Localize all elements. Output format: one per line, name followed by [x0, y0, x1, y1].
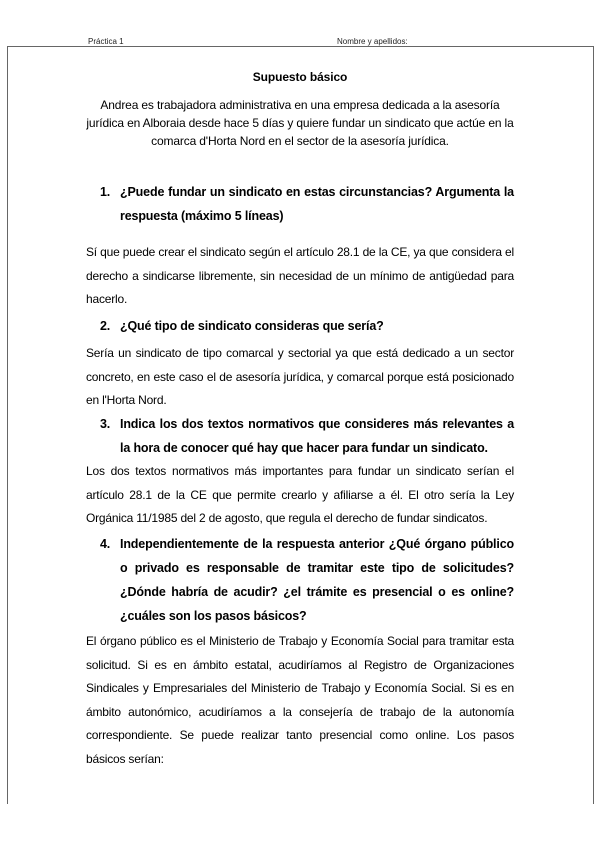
header-practice-label: Práctica 1: [88, 37, 124, 46]
question-4: [100, 532, 514, 628]
answer-1: Sí que puede crear el sindicato según el artículo 28.1 de la CE, ya que considera el derecho a sindicarse libremente, sin necesidad de un mínimo de antigüedad para hacerlo.: [86, 245, 514, 306]
answer-3: Los dos textos normativos más importantes para fundar un sindicato serían el artículo 28.1 de la CE que permite crearlo y afiliarse a él. El otro sería la Ley Orgánica 11/1985 del 2 de agosto, que regula el derecho de fundar sindicatos.: [86, 464, 514, 525]
question-4-number: 4.: [100, 537, 111, 551]
answer-4: El órgano público es el Ministerio de Trabajo y Economía Social para tramitar esta solicitud. Si es en ámbito estatal, acudiríamos al Registro de Organizaciones Sindicales y Empresariales del Ministerio de Trabajo y Economía Social. Si es en ámbito autonómico, acudiríamos a la consejería de trabajo de la autonomía correspondiente. Se puede realizar tanto presencial como online. Los pasos básicos serían:: [86, 634, 514, 766]
document-title: Supuesto básico: [252, 70, 348, 84]
header-name-label: Nombre y apellidos:: [337, 37, 408, 46]
question-1-text: ¿Puede fundar un sindicato en estas circunstancias? Argumenta la respuesta (máximo 5 líneas): [120, 185, 514, 223]
answer-2: Sería un sindicato de tipo comarcal y sectorial ya que está dedicado a un sector concreto, en este caso el de asesoría jurídica, y comarcal porque está posicionado en l'Horta Nord.: [86, 346, 514, 407]
question-2-text: ¿Qué tipo de sindicato consideras que sería?: [120, 319, 384, 333]
question-2: [100, 314, 514, 338]
question-3-number: 3.: [100, 417, 111, 431]
question-1: [100, 180, 514, 228]
question-2-number: 2.: [100, 319, 111, 333]
question-3-text: Indica los dos textos normativos que consideres más relevantes a la hora de conocer qué hay que hacer para fundar un sindicato.: [120, 417, 514, 455]
question-3: [100, 412, 514, 460]
intro-paragraph: Andrea es trabajadora administrativa en una empresa dedicada a la asesoría jurídica en Alboraia desde hace 5 días y quiere fundar un sindicato que actúe en la comarca d'Horta Nord en el sector de la asesoría jurídica.: [86, 98, 514, 148]
question-1-number: 1.: [100, 185, 111, 199]
question-4-text: Independientemente de la respuesta anterior ¿Qué órgano público o privado es responsable de tramitar este tipo de solicitudes? ¿Dónde habría de acudir? ¿el trámite es presencial o es online? ¿cuáles son los pasos básicos?: [120, 537, 514, 623]
